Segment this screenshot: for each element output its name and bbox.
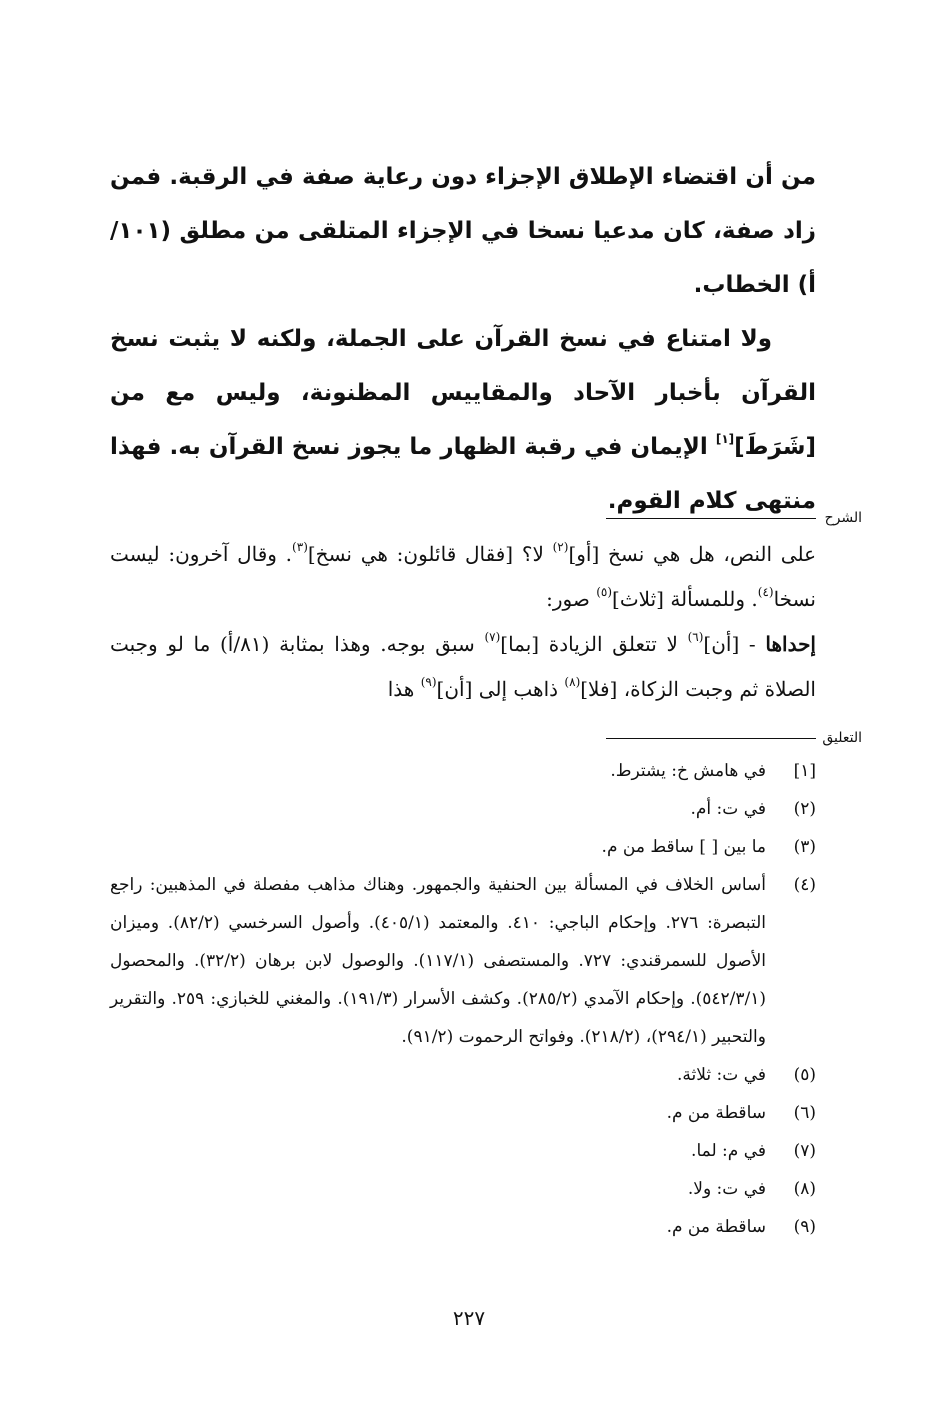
footnote-item [110,1056,816,1094]
footnote-ref-5[interactable]: (٥) [596,585,613,600]
sharh-text-run: - [أن] [703,632,766,656]
taliq-label: التعليق [822,730,862,746]
sharh-label: الشرح [824,510,862,526]
footnote-text: في هامش خ: يشترط. [610,761,766,781]
footnote-number: (٣) [793,837,816,857]
sharh-text [110,532,816,712]
footnote-item [110,1208,816,1246]
footnote-item [110,828,816,866]
footnotes [110,752,816,1246]
footnote-number: (٤) [793,875,816,895]
sharh-text-run: ذاهب إلى [أن] [436,677,565,701]
footnote-ref-6[interactable]: (٦) [687,630,704,645]
sharh-text-run: . وقال آخرون: ليست نسخا [110,542,816,611]
sharh-separator [110,510,862,532]
footnote-number: (٢) [793,799,816,819]
footnote-ref-3[interactable]: (٣) [292,540,308,555]
footnote-text: ما بين [ ] ساقط من م. [601,837,766,857]
footnote-text: في ت: أم. [690,799,766,819]
main-paragraph-2 [110,312,816,528]
main-paragraph-1: من أن اقتضاء الإطلاق الإجزاء دون رعاية صفة في الرقبة. فمن زاد صفة، كان مدعيا نسخا في الإجزاء المتلقى من مطلق (١٠١/أ) الخطاب. [110,164,816,298]
footnote-ref-8[interactable]: (٨) [564,675,581,690]
main-paragraph-2-part-2: الإيمان في رقبة الظهار ما يجوز نسخ القرآن به. فهذا منتهى كلام القوم. [110,434,816,514]
main-text [110,150,816,528]
taliq-separator [110,730,862,752]
main-paragraph-2-part-1: ولا امتناع في نسخ القرآن على الجملة، ولكنه لا يثبت نسخ القرآن بأخبار الآحاد والمقاييس المظنونة، وليس مع من [شَرَطَ] [110,326,816,460]
footnote-item [110,1132,816,1170]
footnote-item [110,1094,816,1132]
taliq-rule-line [606,738,816,739]
footnote-item [110,866,816,1056]
footnote-number: (٩) [793,1217,816,1237]
footnote-ref-1[interactable]: [١] [715,432,735,447]
sharh-text-run: سبق بوجه. وهذا بمثابة (٨١/أ) ما لو وجبت الصلاة ثم وجبت الزكاة، [فلا] [110,632,816,701]
sharh-heading-word: إحداها [765,632,816,656]
sharh-text-run: . وللمسألة [ثلاث] [612,587,758,611]
footnote-ref-9[interactable]: (٩) [420,675,437,690]
footnote-ref-7[interactable]: (٧) [484,630,501,645]
footnote-text: ساقطة من م. [666,1103,766,1123]
sharh-text-run: على النص، هل هي نسخ [أو] [568,542,817,566]
footnote-text: في م: لما. [691,1141,766,1161]
footnote-number: (٨) [793,1179,816,1199]
footnote-item [110,1170,816,1208]
sharh-text-run: لا؟ [فقال قائلون: هي نسخ] [307,542,553,566]
footnote-text: في ت: ثلاثة. [677,1065,766,1085]
sharh-text-run: لا تتعلق الزيادة [بما] [500,632,688,656]
footnote-number: (٦) [793,1103,816,1123]
footnote-ref-4[interactable]: (٤) [757,585,774,600]
footnote-number: [١] [793,761,816,781]
footnote-number: (٥) [793,1065,816,1085]
footnote-text: ساقطة من م. [666,1217,766,1237]
footnote-text: أساس الخلاف في المسألة بين الحنفية والجمهور. وهناك مذاهب مفصلة في المذهبين: راجع التبصرة: ٢٧٦. وإحكام الباجي: ٤١٠. والمعتمد (٤٠٥/١). وأصول السرخسي (٨٢/٢). وميزان الأصول للسمرقندي: ٧٢٧. والمستصفى (١١٧/١). والوصول لابن برهان (٣٢/٢). والمحصول (٥٤٢/٣/١). وإحكام الآمدي (٢٨٥/٢). وكشف الأسرار (١٩١/٣). والمغني للخبازي: ٢٥٩. والتقرير والتحبير (٢٩٤/١)، (٢١٨/٢). وفواتح الرحموت (٩١/٢). [110,875,767,1047]
page-number: ٢٢٧ [452,1306,486,1330]
footnote-ref-2[interactable]: (٢) [552,540,569,555]
sharh-rule-line [606,518,816,519]
footnote-text: في ت: ولا. [687,1179,766,1199]
footnote-number: (٧) [793,1141,816,1161]
sharh-paragraph-2 [110,622,816,712]
sharh-text-run: صور: [546,587,597,611]
sharh-paragraph-1 [110,532,816,622]
footnote-item [110,790,816,828]
sharh-text-run: هذا [387,677,421,701]
footnote-item [110,752,816,790]
